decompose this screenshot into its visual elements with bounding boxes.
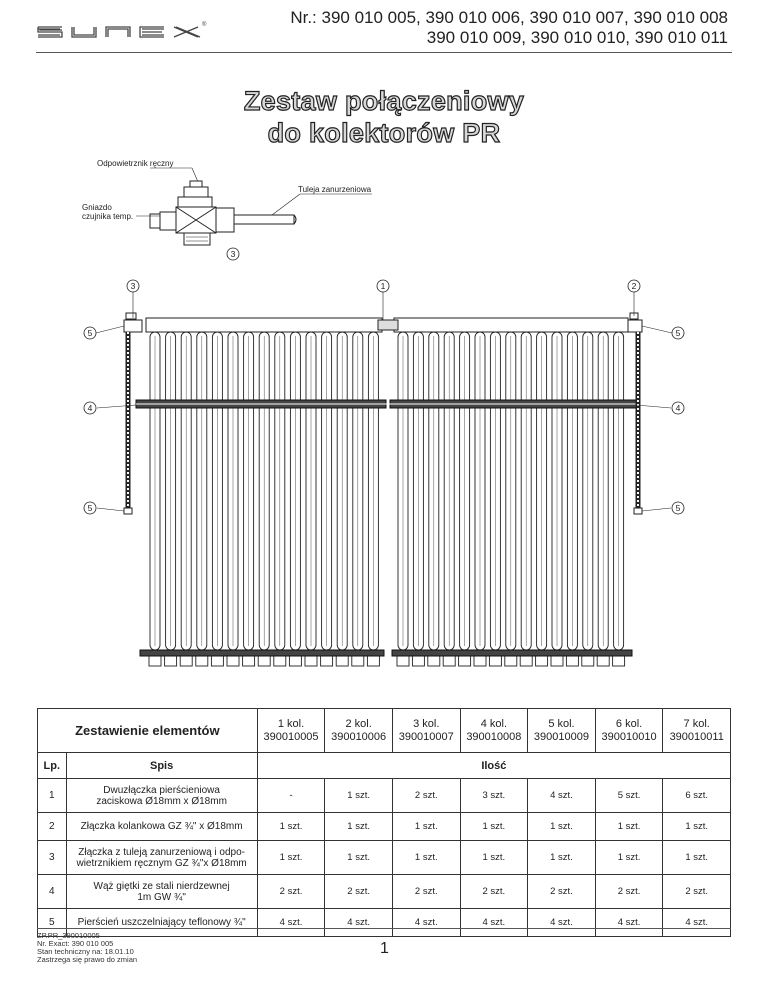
qty-cell: 1 szt.: [663, 813, 731, 841]
tube-holder: [443, 656, 455, 666]
qty-cell: 2 szt.: [257, 875, 325, 909]
qty-cell: 2 szt.: [528, 875, 596, 909]
qty-cell: 1 szt.: [392, 841, 460, 875]
tube-holder: [289, 656, 301, 666]
vacuum-tubes-right: [397, 332, 625, 666]
tube-holder: [536, 656, 548, 666]
footer-disclaimer: Zastrzega się prawo do zmian: [37, 955, 138, 964]
callout-3: 3: [130, 281, 136, 291]
qty-cell: 2 szt.: [392, 779, 460, 813]
row-name: Złączka kolankowa GZ ¾" x Ø18mm: [66, 813, 257, 841]
tube-holder: [367, 656, 379, 666]
tube-holder: [149, 656, 161, 666]
col-header-2: 2 kol. 390010006: [325, 709, 393, 753]
tube-holder: [305, 656, 317, 666]
product-number-line-1: Nr.: 390 010 005, 390 010 006, 390 010 007, 390 010 008: [290, 8, 728, 27]
qty-cell: 1 szt.: [392, 813, 460, 841]
qty-cell: 4 szt.: [595, 909, 663, 937]
label-vent: Odpowietrznik ręczny: [97, 159, 174, 168]
qty-cell: 2 szt.: [460, 875, 528, 909]
qty-cell: -: [257, 779, 325, 813]
tube-holder: [397, 656, 409, 666]
callout-5-right-bottom: 5: [675, 503, 681, 513]
tube-holder: [582, 656, 594, 666]
col-header-6: 6 kol. 390010010: [595, 709, 663, 753]
tube-holder: [551, 656, 563, 666]
tube-holder: [597, 656, 609, 666]
footer-doc-id: ZP.PR_390010005: [37, 931, 100, 940]
vacuum-tubes-left: [149, 332, 379, 666]
callout-5-left-bottom: 5: [87, 503, 93, 513]
table-row: [38, 841, 731, 875]
callout-5-right-top: 5: [675, 328, 681, 338]
qty-cell: 2 szt.: [663, 875, 731, 909]
callout-3-detail: 3: [230, 249, 236, 259]
qty-cell: 4 szt.: [460, 909, 528, 937]
qty-cell: 3 szt.: [460, 779, 528, 813]
tube-holder: [412, 656, 424, 666]
qty-cell: 4 szt.: [257, 909, 325, 937]
row-lp: 3: [38, 841, 67, 875]
row-name: Dwuzłączka pierścieniowa zaciskowa Ø18mm x Ø18mm: [66, 779, 257, 813]
qty-cell: 4 szt.: [528, 779, 596, 813]
tube-holder: [613, 656, 625, 666]
tube-holder: [227, 656, 239, 666]
qty-cell: 1 szt.: [460, 841, 528, 875]
col-header-3: 3 kol. 390010007: [392, 709, 460, 753]
qty-cell: 5 szt.: [595, 779, 663, 813]
footer-technical-state: Stan techniczny na: 18.01.10: [37, 947, 134, 956]
tube-holder: [336, 656, 348, 666]
qty-cell: 1 szt.: [257, 841, 325, 875]
fitting-detail: [136, 168, 372, 245]
qty-cell: 4 szt.: [528, 909, 596, 937]
row-lp: 5: [38, 909, 67, 937]
tube-holder: [459, 656, 471, 666]
col-header-5: 5 kol. 390010009: [528, 709, 596, 753]
qty-cell: 1 szt.: [257, 813, 325, 841]
tube-holder: [274, 656, 286, 666]
tube-holder: [165, 656, 177, 666]
product-number-line-2: 390 010 009, 390 010 010, 390 010 011: [426, 28, 728, 47]
tube-holder: [489, 656, 501, 666]
tube-holder: [520, 656, 532, 666]
row-name: Złączka z tuleją zanurzeniową i odpo- wietrznikiem ręcznym GZ ¾"x Ø18mm: [66, 841, 257, 875]
row-lp: 4: [38, 875, 67, 909]
qty-cell: 1 szt.: [595, 841, 663, 875]
tube-holder: [321, 656, 333, 666]
row-name: Pierścień uszczelniający teflonowy ¾": [66, 909, 257, 937]
page-title-line-2: do kolektorów PR: [267, 118, 501, 148]
label-sensor-line-1: Gniazdo: [82, 203, 112, 212]
tube-holder: [566, 656, 578, 666]
callout-2: 2: [631, 281, 637, 291]
tube-holder: [474, 656, 486, 666]
bottom-rail: [140, 650, 632, 656]
col-header-4: 4 kol. 390010008: [460, 709, 528, 753]
qty-cell: 1 szt.: [325, 841, 393, 875]
qty-cell: 1 szt.: [460, 813, 528, 841]
footer-divider: [37, 928, 731, 929]
page-number: 1: [380, 940, 389, 957]
col-header-1: 1 kol. 390010005: [257, 709, 325, 753]
qty-cell: 1 szt.: [595, 813, 663, 841]
row-lp: 1: [38, 779, 67, 813]
middle-rail: [136, 400, 636, 408]
col-header-7: 7 kol. 390010011: [663, 709, 731, 753]
qty-cell: 1 szt.: [528, 813, 596, 841]
footer-exact-number: Nr. Exact: 390 010 005: [37, 939, 114, 948]
tube-holder: [505, 656, 517, 666]
tube-holder: [428, 656, 440, 666]
row-lp: 2: [38, 813, 67, 841]
callout-5-left-top: 5: [87, 328, 93, 338]
lp-header: Lp.: [38, 753, 67, 779]
spis-header: Spis: [66, 753, 257, 779]
tube-holder: [352, 656, 364, 666]
label-sleeve: Tuleja zanurzeniowa: [298, 185, 372, 194]
table-row: [38, 909, 731, 937]
svg-text:®: ®: [202, 22, 207, 28]
qty-cell: 4 szt.: [392, 909, 460, 937]
table-subheader-row: [38, 753, 731, 779]
page-title-line-1: Zestaw połączeniowy: [243, 86, 525, 116]
row-name: Wąż giętki ze stali nierdzewnej 1m GW ¾": [66, 875, 257, 909]
qty-cell: 1 szt.: [325, 813, 393, 841]
summary-title: Zestawienie elementów: [38, 709, 258, 753]
callout-1: 1: [380, 281, 386, 291]
table-header-row: [38, 709, 731, 753]
qty-cell: 2 szt.: [595, 875, 663, 909]
table-row: [38, 875, 731, 909]
tube-holder: [258, 656, 270, 666]
table-row: [38, 779, 731, 813]
qty-cell: 4 szt.: [663, 909, 731, 937]
qty-cell: 2 szt.: [325, 875, 393, 909]
tube-holder: [243, 656, 255, 666]
qty-cell: 1 szt.: [663, 841, 731, 875]
qty-cell: 1 szt.: [325, 779, 393, 813]
callout-4-right: 4: [675, 403, 681, 413]
label-sensor-line-2: czujnika temp.: [82, 212, 134, 221]
qty-cell: 6 szt.: [663, 779, 731, 813]
ilosc-header: Ilość: [257, 753, 730, 779]
qty-cell: 1 szt.: [528, 841, 596, 875]
callout-4-left: 4: [87, 403, 93, 413]
qty-cell: 4 szt.: [325, 909, 393, 937]
tube-holder: [211, 656, 223, 666]
tube-holder: [196, 656, 208, 666]
parts-table: [37, 708, 731, 937]
tube-holder: [180, 656, 192, 666]
table-row: [38, 813, 731, 841]
qty-cell: 2 szt.: [392, 875, 460, 909]
